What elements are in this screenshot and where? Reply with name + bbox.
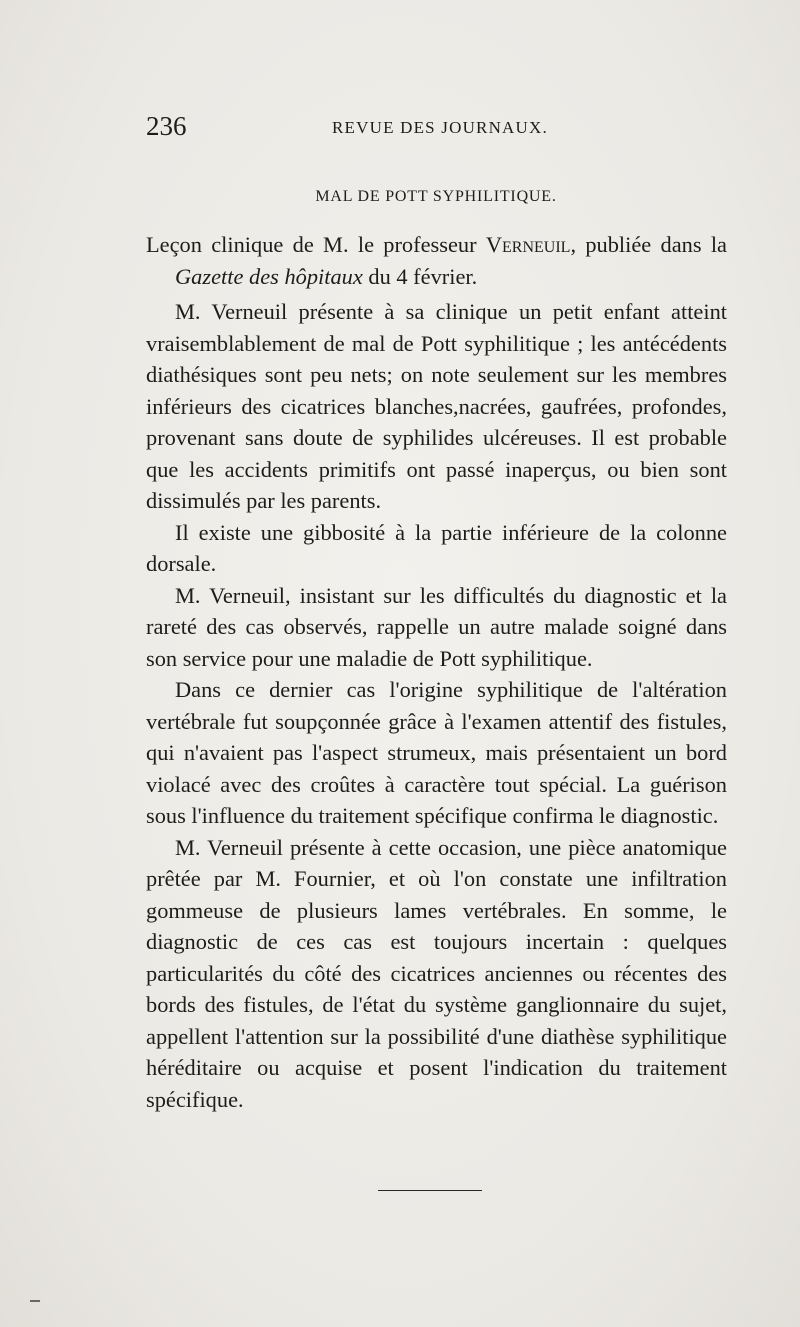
paragraph-2: Il existe une gibbosité à la partie inférieure de la colonne dorsale. bbox=[146, 519, 727, 576]
section-title: MAL DE POTT SYPHILITIQUE. bbox=[315, 188, 557, 205]
margin-mark bbox=[30, 1300, 40, 1302]
page-header bbox=[146, 108, 726, 148]
paragraph-1: M. Verneuil présente à sa clinique un petit enfant atteint vraisemblablement de mal de Pott syphilitique ; les antécédents diathésiques sont peu nets; on note seulement sur les membres inférieurs des cicatrices blanches,nacrées, gaufrées, profondes, provenant sans doute de syphilides ulcéreuses. Il est probable que les accidents primitifs ont passé inaperçus, ou bien sont dissimulés par les parents. bbox=[146, 299, 727, 513]
paragraph-3: M. Verneuil, insistant sur les difficultés du diagnostic et la rareté des cas observés, rappelle un autre malade soigné dans son service pour une maladie de Pott syphilitique. bbox=[146, 582, 727, 671]
page-number: 236 bbox=[146, 111, 187, 141]
source-before: Leçon clinique de M. le professeur bbox=[146, 232, 486, 257]
paragraph-4: Dans ce dernier cas l'origine syphilitique de l'altération vertébrale fut soupçonnée grâce à l'examen attentif des fistules, qui n'avaient pas l'aspect strumeux, mais présentaient un bord violacé avec des croûtes à caractère tout spécial. La guérison sous l'influence du traitement spécifique confirma le diagnostic. bbox=[146, 677, 727, 828]
article-source-line bbox=[146, 229, 727, 292]
source-mid: , publiée dans la bbox=[570, 232, 727, 257]
paragraph-5: M. Verneuil présente à cette occasion, une pièce anatomique prêtée par M. Fournier, et où l'on constate une infiltration gommeuse de plusieurs lames vertébrales. En somme, le diagnostic de ces cas est toujours incertain : quelques particularités du côté des cicatrices anciennes ou récentes des bords des fistules, de l'état du système ganglionnaire du sujet, appellent l'attention sur la possibilité d'une diathèse syphilitique héréditaire ou acquise et posent l'indication du traitement spécifique. bbox=[146, 834, 727, 1112]
professor-name: Verneuil bbox=[485, 232, 571, 257]
journal-name: Gazette des hôpitaux bbox=[175, 263, 363, 289]
article-body bbox=[146, 229, 727, 1115]
running-head: REVUE DES JOURNAUX. bbox=[332, 118, 548, 137]
end-rule bbox=[378, 1190, 482, 1191]
source-after: du 4 février. bbox=[362, 263, 478, 289]
